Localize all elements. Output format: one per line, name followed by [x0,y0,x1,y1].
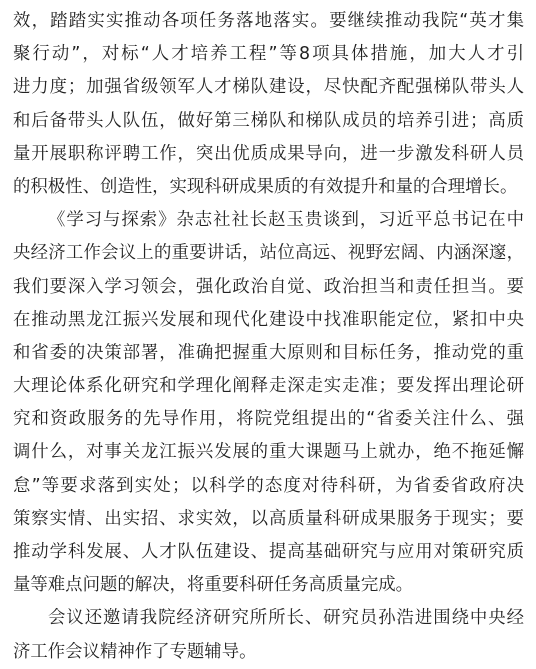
text-line: 的积极性、创造性，实现科研成果质的有效提升和量的合理增长。 [13,176,518,197]
text-line: 推动学科发展、人才队伍建设、提高基础研究与应用对策研究质 [13,542,524,562]
text-line: 怠”等要求落到实处；以科学的态度对待科研，为省委省政府决 [13,475,524,496]
text-line: 究和资政服务的先导作用，将院党组提出的“省委关注什么、强 [13,409,524,430]
text-line: 《学习与探索》杂志社社长赵玉贵谈到，习近平总书记在中 [48,210,524,231]
document-page [13,5,524,669]
paragraph-talent-work [13,5,524,204]
text-line: 央经济工作会议上的重要讲话，站位高远、视野宏阔、内涵深邃， [13,243,524,264]
paragraph-special-tutoring [13,602,524,668]
text-line: 效，踏踏实实推动各项任务落地落实。要继续推动我院“英才集 [13,11,524,31]
text-line: 和省委的决策部署，准确把握重大原则和目标任务，推动党的重 [13,342,524,363]
text-line: 量等难点问题的解决，将重要科研任务高质量完成。 [13,575,413,596]
text-line: 策察实情、出实招、求实效，以高质量科研成果服务于现实；要 [13,508,524,529]
text-line: 济工作会议精神作了专题辅导。 [13,641,257,662]
text-line: 大理论体系化研究和学理化阐释走深走实走准；要发挥出理论研 [13,376,524,397]
text-line: 进力度；加强省级领军人才梯队建设，尽快配齐配强梯队带头人 [13,77,524,98]
paragraph-journal-director-remarks [13,204,524,602]
text-line: 会议还邀请我院经济研究所所长、研究员孙浩进围绕中央经 [48,608,524,629]
text-line: 我们要深入学习领会，强化政治自觉、政治担当和责任担当。要 [13,276,524,297]
text-line: 和后备带头人队伍，做好第三梯队和梯队成员的培养引进；高质 [13,110,524,131]
text-line: 聚行动”，对标“人才培养工程”等8项具体措施，加大人才引 [13,44,524,65]
text-line: 调什么，对事关龙江振兴发展的重大课题马上就办，绝不拖延懈 [13,442,524,463]
text-line: 在推动黑龙江振兴发展和现代化建设中找准职能定位，紧扣中央 [13,309,524,330]
text-line: 量开展职称评聘工作，突出优质成果导向，进一步激发科研人员 [13,143,524,164]
